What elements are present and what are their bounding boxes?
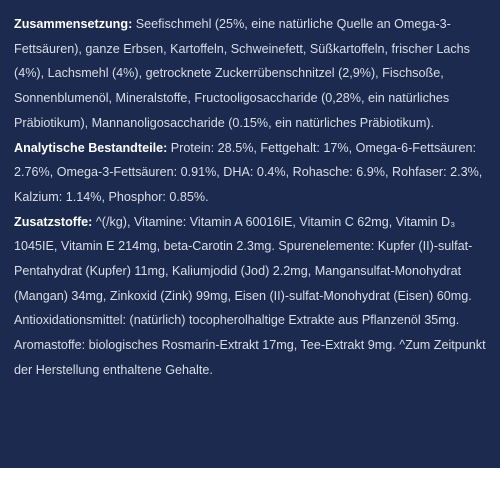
analytical-text: Protein: 28.5%, Fettgehalt: 17%, Omega-6-Fettsäuren: 2.76%, Omega-3-Fettsäuren: 0.91%, DHA: 0.4%, Rohasche: 6.9%, Rohfaser: 2.3%, Kalzium: 1.14%, Phosphor: 0.85%. [14,140,483,204]
additives-paragraph [14,210,486,383]
composition-heading: Zusammensetzung: [14,17,133,31]
additives-text: ^(/kg), Vitamine: Vitamin A 60016IE, Vitamin C 62mg, Vitamin D₃ 1045IE, Vitamin E 214mg, beta-Carotin 2.3mg. Spurenelemente: Kupfer (II)-sulfat-Pentahydrat (Kupfer) 11mg, Kaliumjodid (Jod) 2.2mg, Mangansulfat-Monohydrat (Mangan) 34mg, Zinkoxid (Zink) 99mg, Eisen (II)-sulfat-Monohydrat (Eisen) 60mg. Antioxidationsmittel: (natürlich) tocopherolhaltige Extrakte aus Pflanzenöl 35mg. Aromastoffe: biologisches Rosmarin-Extrakt 17mg, Tee-Extrakt 9mg. ^Zum Zeitpunkt der Herstellung enthaltene Gehalte. [14,214,486,377]
analytical-heading: Analytische Bestandteile: [14,140,168,155]
composition-text: Seefischmehl (25%, eine natürliche Quelle an Omega-3-Fettsäuren), ganze Erbsen, Kartoffeln, Schweinefett, Süßkartoffeln, frischer Lachs (4%), Lachsmehl (4%), getrocknete Zuckerrübenschnitzel (2,9%), Fischsoße, Sonnenblumenöl, Mineralstoffe, Fructooligosaccharide (0,28%, ein natürliches Präbiotikum), Mannanoligosaccharide (0.15%, ein natürliches Präbiotikum). [14,17,470,130]
bottom-margin [0,468,500,500]
analytical-paragraph [14,136,486,210]
additives-heading: Zusatzstoffe: [14,214,93,229]
composition-paragraph [14,12,486,136]
